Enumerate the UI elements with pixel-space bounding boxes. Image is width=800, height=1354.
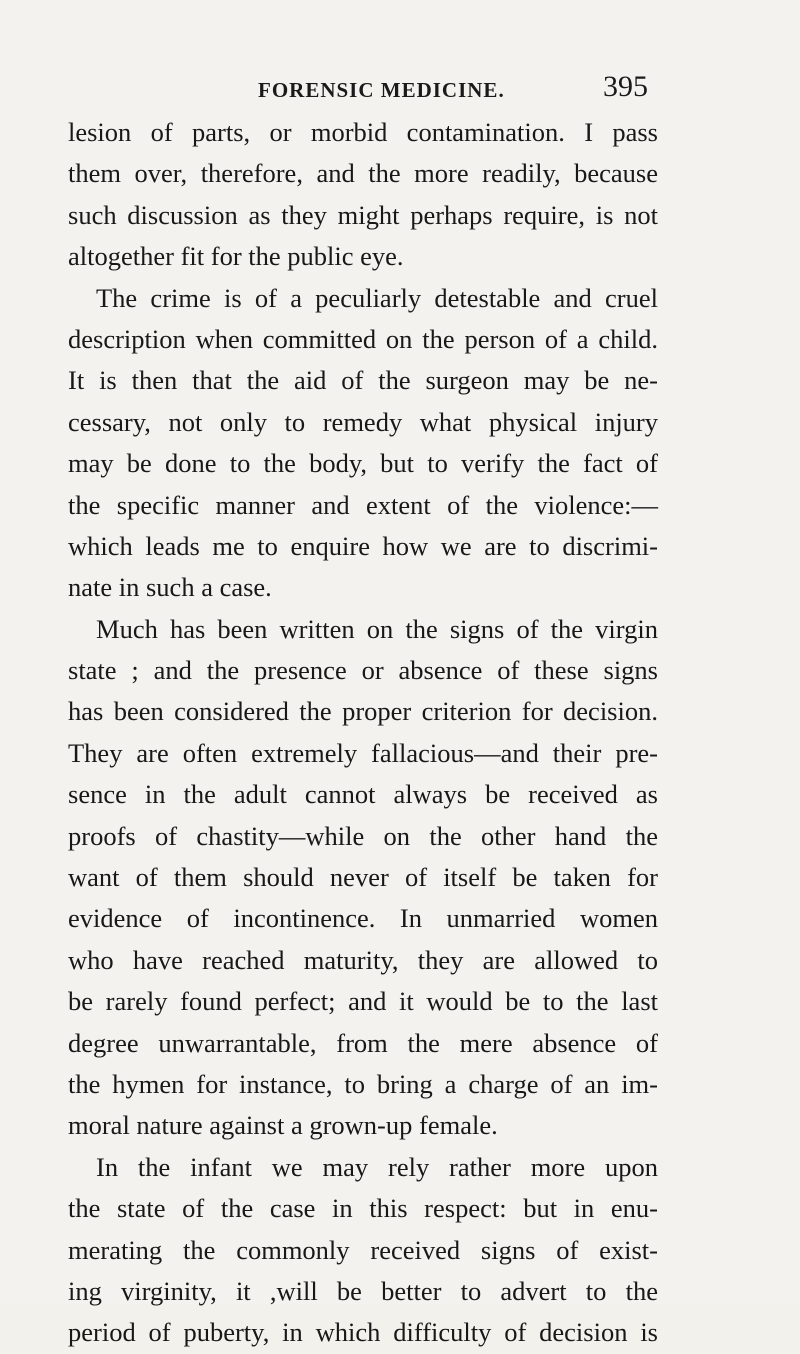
text-line: In the infant we may rely rather more upon [96,1151,658,1182]
running-head [68,70,650,112]
text-line: the specific manner and extent of the violence:— [68,489,658,520]
text-line: period of puberty, in which difficulty of decision is [68,1317,658,1348]
text-line: such discussion as they might perhaps require, is not [68,199,658,230]
text-line: which leads me to enquire how we are to discrimi- [68,530,658,561]
text-line: Much has been written on the signs of the virgin [96,613,658,644]
running-title: FORENSIC MEDICINE. [258,78,505,102]
page-number: 395 [603,70,648,103]
text-line: They are often extremely fallacious—and their pre- [68,737,658,768]
text-line: merating the commonly received signs of exist- [68,1234,658,1265]
text-line: It is then that the aid of the surgeon may be ne- [68,365,658,396]
text-line: has been considered the proper criterion for decision. [68,696,658,727]
text-line: sence in the adult cannot always be received as [68,779,658,810]
text-line: The crime is of a peculiarly detestable and cruel [96,282,658,313]
text-line: may be done to the body, but to verify the fact of [68,448,658,479]
text-line: evidence of incontinence. In unmarried women [68,903,658,934]
text-line: nate in such a case. [68,572,272,603]
text-line: cessary, not only to remedy what physical injury [68,406,658,437]
text-line: the hymen for instance, to bring a charge of an im- [68,1068,658,1099]
text-line: the state of the case in this respect: but in enu- [68,1193,658,1224]
body-text [68,112,658,1354]
text-line: state ; and the presence or absence of these signs [68,655,658,686]
text-line: proofs of chastity—while on the other hand the [68,820,658,851]
text-line: altogether fit for the public eye. [68,241,404,272]
text-line: description when committed on the person of a child. [68,323,658,354]
text-line: moral nature against a grown-up female. [68,1110,498,1141]
text-line: ing virginity, it ,will be better to advert to the [68,1275,658,1306]
text-line: want of them should never of itself be taken for [68,862,658,893]
text-line: lesion of parts, or morbid contamination. I pass [68,117,658,147]
text-line: who have reached maturity, they are allowed to [68,944,658,975]
text-line: them over, therefore, and the more readily, because [68,158,658,189]
text-line: degree unwarrantable, from the mere absence of [68,1027,658,1058]
text-line: be rarely found perfect; and it would be to the last [68,986,658,1017]
